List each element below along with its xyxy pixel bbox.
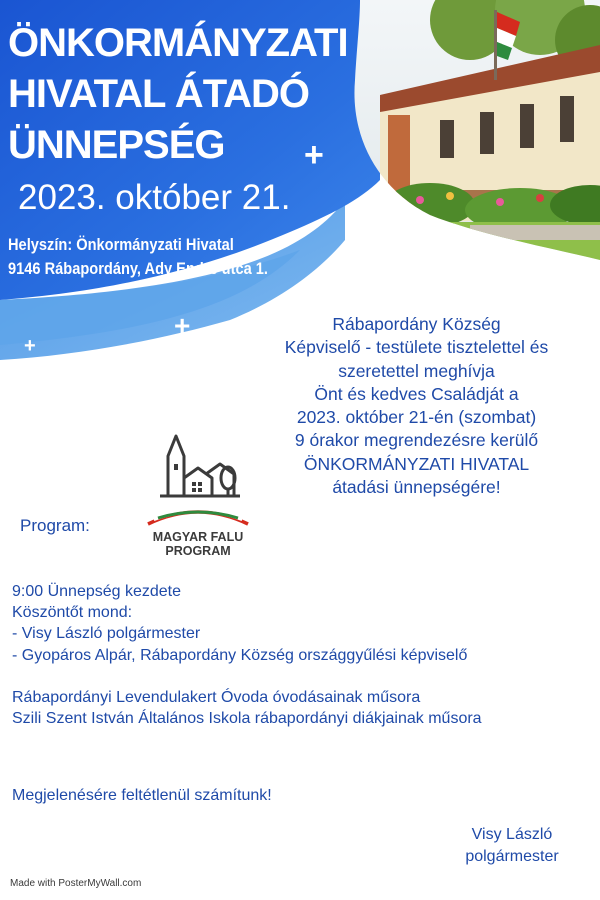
- logo-line-2: PROGRAM: [165, 544, 231, 558]
- schedule-item: - Gyopáros Alpár, Rábapordány Község országgyűlési képviselő: [12, 646, 468, 664]
- title-line: ÖNKORMÁNYZATI: [8, 21, 348, 65]
- credit-link[interactable]: Made with PosterMyWall.com: [10, 878, 142, 889]
- logo-line-1: MAGYAR FALU: [152, 530, 244, 544]
- event-date: 2023. október 21.: [18, 178, 291, 217]
- venue-block: [8, 233, 268, 281]
- invitation-line: 2023. október 21-én (szombat): [296, 407, 537, 428]
- invitation-line: átadási ünnepségére!: [332, 477, 501, 498]
- schedule-gap: [12, 666, 482, 687]
- magyar-falu-program-logo: [140, 434, 256, 560]
- closing-text: Megjelenésére feltétlenül számítunk!: [12, 787, 272, 804]
- invitation-line: Képviselő - testülete tisztelettel és: [284, 337, 549, 358]
- invitation-line: 9 órakor megrendezésre kerülő: [294, 430, 539, 451]
- schedule-item: 9:00 Ünnepség kezdete: [12, 583, 182, 600]
- signature: [452, 824, 572, 868]
- title-line: ÜNNEPSÉG: [8, 123, 225, 167]
- schedule-item: Köszöntőt mond:: [12, 604, 133, 622]
- invitation-line: ÖNKORMÁNYZATI HIVATAL: [303, 453, 530, 474]
- signature-role: polgármester: [465, 848, 559, 865]
- plus-icon: +: [304, 136, 324, 174]
- invitation-line: szeretettel meghívja: [338, 360, 495, 381]
- program-label: Program:: [20, 516, 90, 535]
- village-church-icon: [140, 434, 256, 526]
- schedule-item: Rábapordányi Levendulakert Óvoda óvodásainak műsora: [12, 688, 421, 706]
- invitation-text: [244, 313, 589, 499]
- invitation-line: Önt és kedves Családját a: [314, 383, 519, 404]
- program-schedule: [12, 581, 482, 729]
- title-line: HIVATAL ÁTADÓ: [8, 72, 310, 116]
- venue-address: 9146 Rábapordány, Ady Endre utca 1.: [8, 259, 269, 278]
- building-photo: [340, 0, 600, 272]
- plus-icon: +: [174, 310, 191, 341]
- event-title: [8, 18, 348, 174]
- signature-name: Visy László: [471, 826, 553, 843]
- plus-icon: +: [24, 335, 36, 357]
- invitation-line: Rábapordány Község: [332, 314, 501, 334]
- schedule-item: - Visy László polgármester: [12, 625, 201, 643]
- schedule-item: Szili Szent István Általános Iskola rábapordányi diákjainak műsora: [12, 710, 482, 728]
- venue-line: Helyszín: Önkormányzati Hivatal: [8, 235, 234, 254]
